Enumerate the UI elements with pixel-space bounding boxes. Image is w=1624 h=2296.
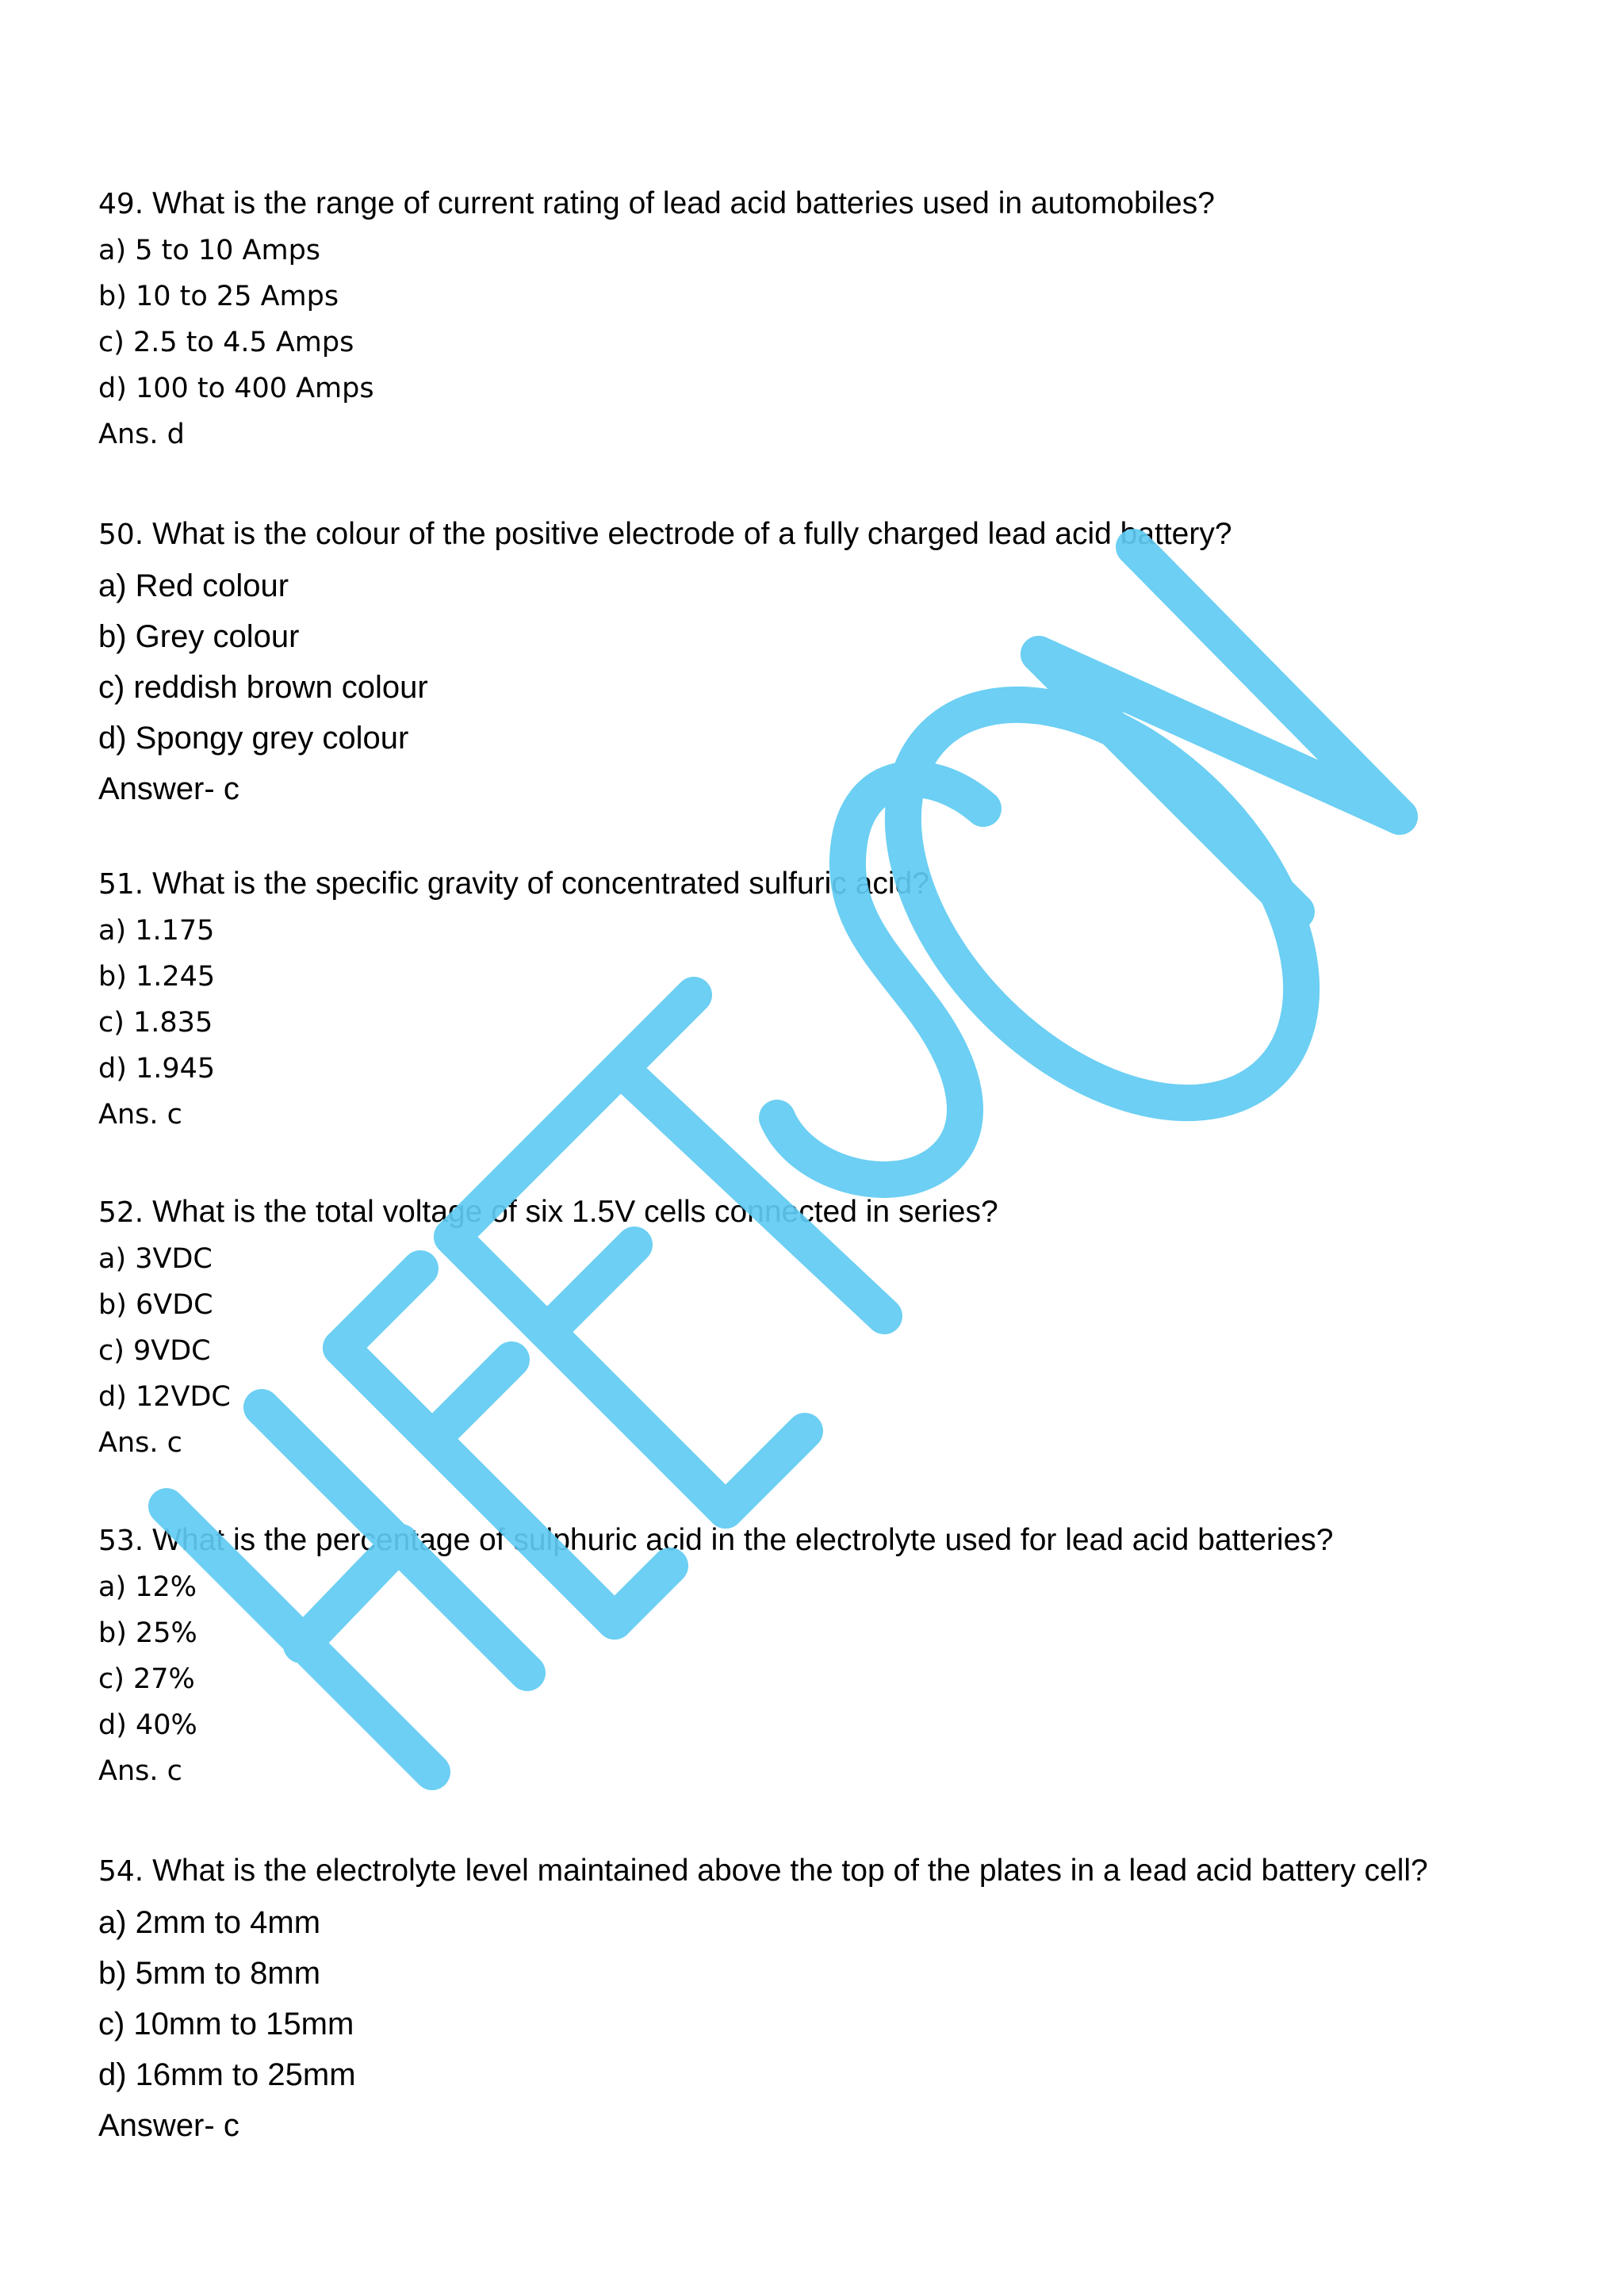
option-b: b) 10 to 25 Amps <box>98 281 339 312</box>
option-c: c) 1.835 <box>98 1007 213 1039</box>
option-d: d) 40% <box>98 1709 197 1741</box>
question-text: What is the total voltage of six 1.5V cells connected in series? <box>152 1195 998 1229</box>
question-number: 50. <box>98 519 144 551</box>
option-a: a) 12% <box>98 1571 197 1603</box>
question-title <box>98 1517 1589 1564</box>
option-a: a) 5 to 10 Amps <box>98 235 321 266</box>
answer-text: Ans. c <box>98 1755 182 1787</box>
answer-text: Ans. d <box>98 419 185 450</box>
question-number: 53. <box>98 1525 144 1557</box>
question-number: 51. <box>98 868 144 901</box>
option-b: b) Grey colour <box>98 619 300 654</box>
question-text: What is the colour of the positive electrode of a fully charged lead acid battery? <box>152 517 1232 551</box>
option-a: a) 3VDC <box>98 1243 213 1275</box>
option-d: d) 16mm to 25mm <box>98 2057 356 2092</box>
question-block-49 <box>98 181 1589 457</box>
option-d: d) Spongy grey colour <box>98 721 409 756</box>
question-title <box>98 509 1589 561</box>
option-d: d) 100 to 400 Amps <box>98 373 374 404</box>
option-c: c) 2.5 to 4.5 Amps <box>98 327 354 358</box>
question-block-53 <box>98 1517 1589 1794</box>
option-a: a) Red colour <box>98 568 289 603</box>
option-b: b) 1.245 <box>98 961 216 993</box>
answer-text: Answer- c <box>98 2108 239 2143</box>
question-text: What is the percentage of sulphuric acid in the electrolyte used for lead acid batteries? <box>152 1523 1334 1557</box>
question-title <box>98 1846 1589 1897</box>
question-title <box>98 1189 1589 1236</box>
answer-text: Ans. c <box>98 1099 182 1131</box>
option-c: c) 27% <box>98 1663 195 1695</box>
question-number: 49. <box>98 188 144 220</box>
question-block-51 <box>98 861 1589 1138</box>
option-d: d) 1.945 <box>98 1053 216 1085</box>
question-title <box>98 181 1589 228</box>
question-number: 54. <box>98 1855 144 1888</box>
option-a: a) 2mm to 4mm <box>98 1905 321 1940</box>
question-block-54 <box>98 1846 1589 2151</box>
option-c: c) 9VDC <box>98 1335 211 1367</box>
question-text: What is the electrolyte level maintained above the top of the plates in a lead acid battery cell? <box>152 1854 1428 1888</box>
option-d: d) 12VDC <box>98 1381 231 1413</box>
option-c: c) 10mm to 15mm <box>98 2007 354 2042</box>
option-c: c) reddish brown colour <box>98 670 428 705</box>
option-b: b) 25% <box>98 1617 197 1649</box>
option-b: b) 6VDC <box>98 1289 213 1321</box>
question-text: What is the range of current rating of lead acid batteries used in automobiles? <box>152 186 1215 220</box>
answer-text: Answer- c <box>98 771 239 806</box>
question-text: What is the specific gravity of concentrated sulfuric acid? <box>152 867 929 901</box>
option-a: a) 1.175 <box>98 915 215 947</box>
question-number: 52. <box>98 1196 144 1229</box>
question-block-50 <box>98 509 1589 814</box>
option-b: b) 5mm to 8mm <box>98 1956 321 1991</box>
question-title <box>98 861 1589 908</box>
answer-text: Ans. c <box>98 1427 182 1459</box>
question-block-52 <box>98 1189 1589 1466</box>
